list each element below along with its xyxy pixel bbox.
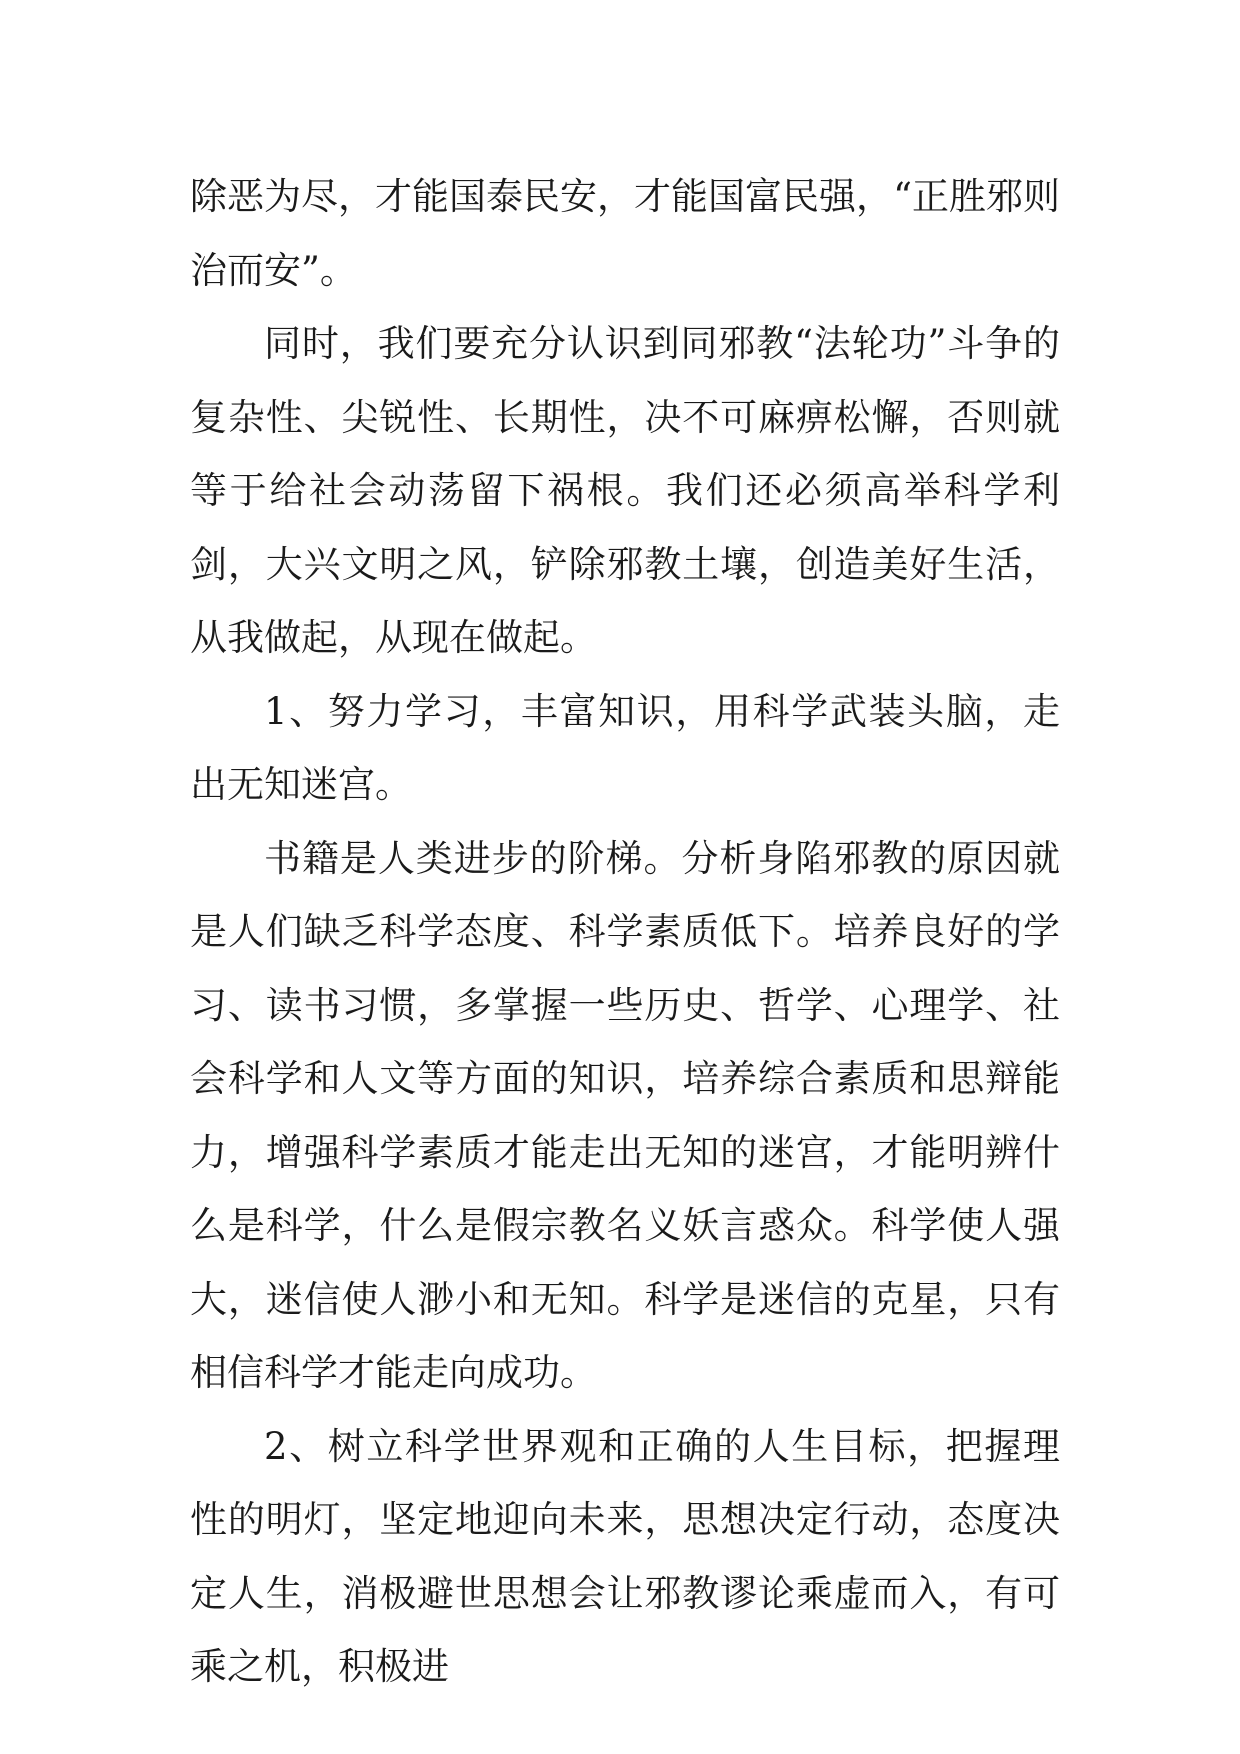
paragraph-5: 2、树立科学世界观和正确的人生目标，把握理性的明灯，坚定地迎向未来，思想决定行动，态度决定人生，消极避世思想会让邪教谬论乘虚而入，有可乘之机，积极进 (190, 1424, 1060, 1688)
paragraph-1: 除恶为尽，才能国泰民安，才能国富民强，“正胜邪则治而安”。 (190, 175, 1060, 292)
paragraph-2: 同时，我们要充分认识到同邪教“法轮功”斗争的复杂性、尖锐性、长期性，决不可麻痹松懈，否则就等于给社会动荡留下祸根。我们还必须高举科学利剑，大兴文明之风，铲除邪教土壤，创造美好生活，从我做起，从现在做起。 (190, 322, 1060, 659)
document-body (190, 160, 1060, 1704)
paragraph-3: 1、努力学习，丰富知识，用科学武装头脑，走出无知迷宫。 (190, 689, 1060, 806)
paragraph-4: 书籍是人类进步的阶梯。分析身陷邪教的原因就是人们缺乏科学态度、科学素质低下。培养良好的学习、读书习惯，多掌握一些历史、哲学、心理学、社会科学和人文等方面的知识，培养综合素质和思辩能力，增强科学素质才能走出无知的迷宫，才能明辨什么是科学，什么是假宗教名义妖言惑众。科学使人强大，迷信使人渺小和无知。科学是迷信的克星，只有相信科学才能走向成功。 (190, 836, 1060, 1394)
